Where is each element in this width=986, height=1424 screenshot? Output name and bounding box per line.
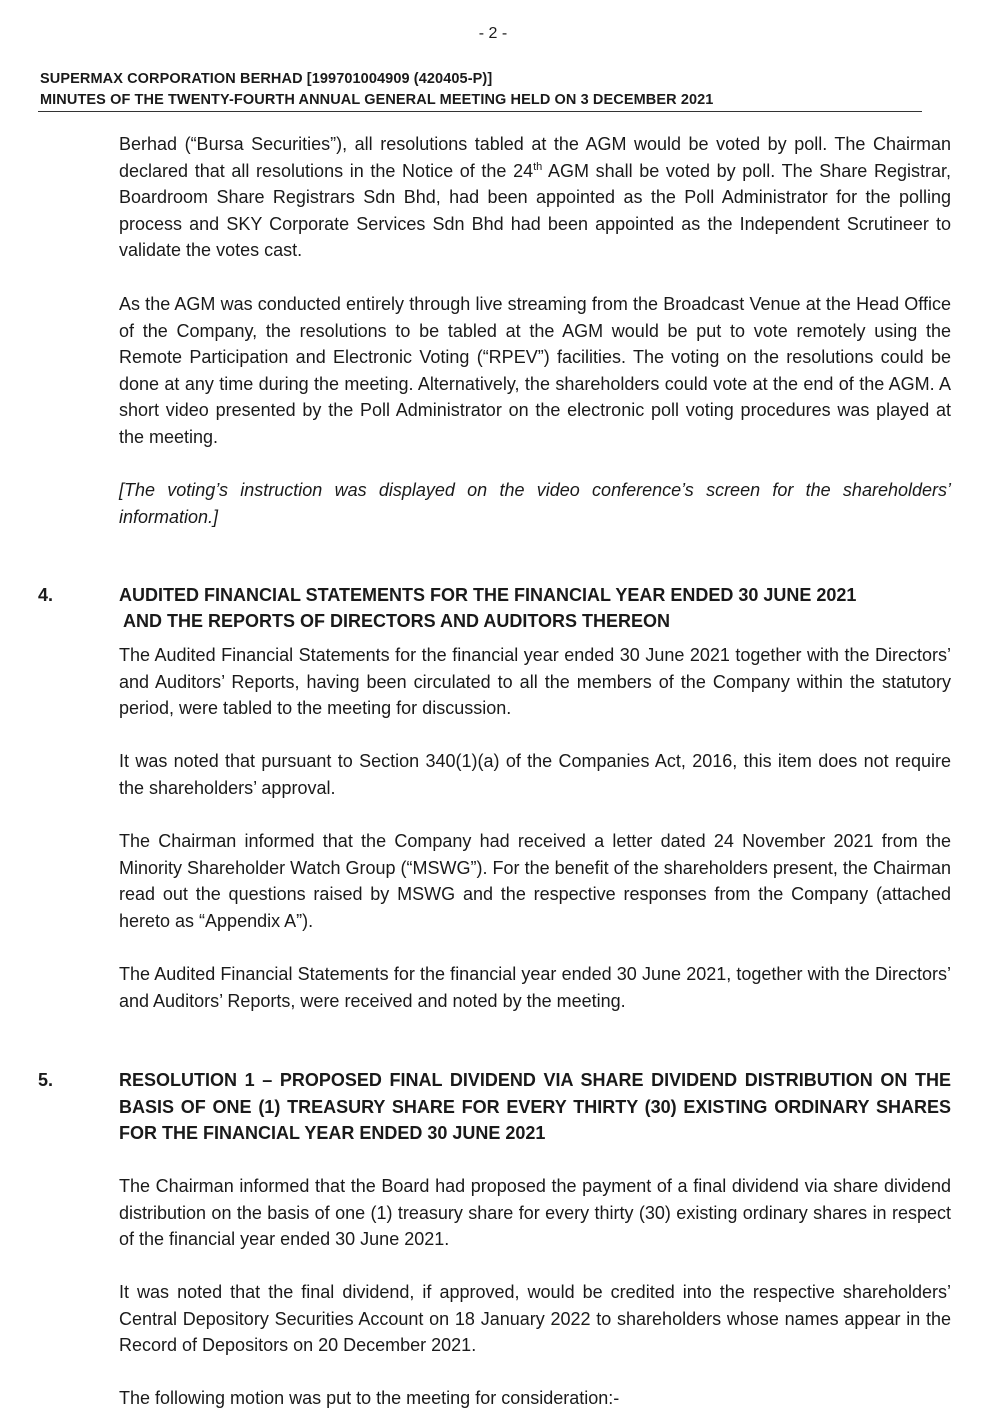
intro-paragraph-3: [The voting’s instruction was displayed on the video conference’s screen for the shareholders’ information.] bbox=[119, 480, 951, 527]
section-4-paragraph-3: The Chairman informed that the Company had received a letter dated 24 November 2021 from the Minority Shareholder Watch Group (“MSWG”). For the benefit of the shareholders present, the Chairman read out the questions raised by MSWG and the respective responses from the Company (attached hereto as “Appendix A”). bbox=[119, 831, 951, 931]
intro-paragraph-2: As the AGM was conducted entirely through live streaming from the Broadcast Venue at the Head Office of the Company, the resolutions to be tabled at the AGM would be put to vote remotely using the Remote Participation and Electronic Voting (“RPEV”) facilities. The voting on the resolutions could be done at any time during the meeting. Alternatively, the shareholders could vote at the end of the AGM. A short video presented by the Poll Administrator on the electronic poll voting procedures was played at the meeting. bbox=[119, 294, 951, 447]
section-5-paragraph-2: It was noted that the final dividend, if approved, would be credited into the respective shareholders’ Central Depository Securities Account on 18 January 2022 to shareholders whose names appear in the Record of Depositors on 20 December 2021. bbox=[119, 1282, 951, 1355]
page-number: - 2 - bbox=[478, 25, 508, 42]
section-4-paragraph-4: The Audited Financial Statements for the financial year ended 30 June 2021, together with the Directors’ and Auditors’ Reports, were received and noted by the meeting. bbox=[119, 964, 951, 1011]
header-divider bbox=[38, 111, 922, 112]
company-header: SUPERMAX CORPORATION BERHAD [199701004909 (420405-P)] bbox=[40, 71, 493, 87]
section-5-paragraph-1: The Chairman informed that the Board had proposed the payment of a final dividend via share dividend distribution on the basis of one (1) treasury share for every thirty (30) existing ordinary shares in respect of the financial year ended 30 June 2021. bbox=[119, 1176, 951, 1249]
section-4-title-line-1: AUDITED FINANCIAL STATEMENTS FOR THE FINANCIAL YEAR ENDED 30 JUNE 2021 bbox=[119, 585, 857, 605]
minutes-title: MINUTES OF THE TWENTY-FOURTH ANNUAL GENERAL MEETING HELD ON 3 DECEMBER 2021 bbox=[40, 92, 714, 108]
section-4-number: 4. bbox=[38, 585, 54, 605]
section-5-number: 5. bbox=[38, 1070, 54, 1090]
section-4-title-line-2: AND THE REPORTS OF DIRECTORS AND AUDITORS THEREON bbox=[123, 611, 671, 631]
intro-paragraph-1: Berhad (“Bursa Securities”), all resolutions tabled at the AGM would be voted by poll. The Chairman declared that all resolutions in the Notice of the 24th AGM shall be voted by poll. The Share Registrar, Boardroom Share Registrars Sdn Bhd, had been appointed as the Poll Administrator for the polling process and SKY Corporate Services Sdn Bhd had been appointed as the Independent Scrutineer to validate the votes cast. bbox=[119, 134, 951, 260]
section-5-paragraph-3: The following motion was put to the meeting for consideration:- bbox=[119, 1388, 620, 1408]
section-4-paragraph-2: It was noted that pursuant to Section 340(1)(a) of the Companies Act, 2016, this item does not require the shareholders’ approval. bbox=[119, 751, 951, 798]
section-5-title: RESOLUTION 1 – PROPOSED FINAL DIVIDEND VIA SHARE DIVIDEND DISTRIBUTION ON THE BASIS OF ONE (1) TREASURY SHARE FOR EVERY THIRTY (30) EXISTING ORDINARY SHARES FOR THE FINANCIAL YEAR ENDED 30 JUNE 2021 bbox=[119, 1070, 951, 1143]
section-4-paragraph-1: The Audited Financial Statements for the financial year ended 30 June 2021 together with the Directors’ and Auditors’ Reports, having been circulated to all the members of the Company within the statutory period, were tabled to the meeting for discussion. bbox=[119, 645, 951, 718]
